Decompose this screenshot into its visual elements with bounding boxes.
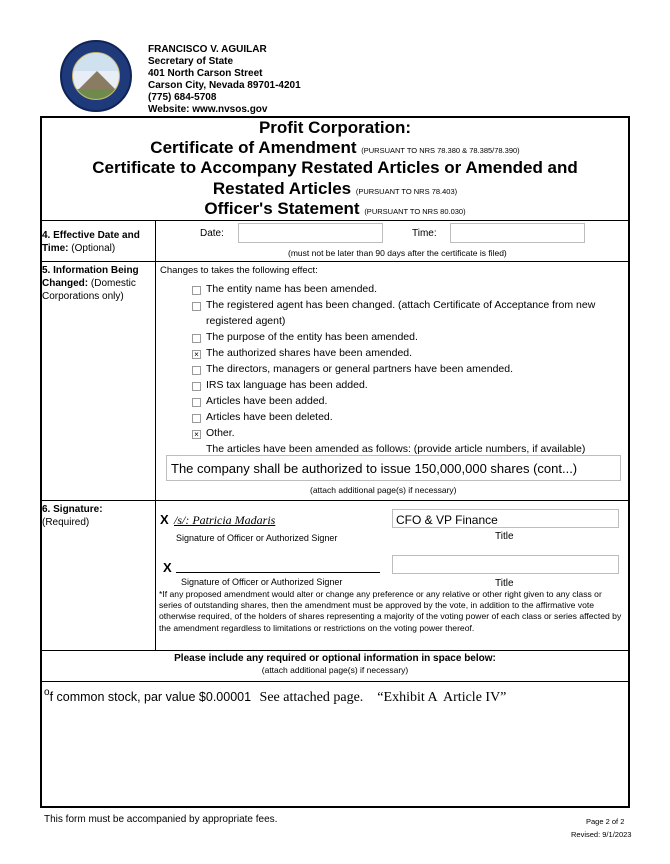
time-label: Time: — [412, 228, 437, 239]
title1-value: CFO & VP Finance — [396, 513, 498, 527]
change-option-checkbox[interactable] — [192, 286, 201, 295]
amended-intro: The articles have been amended as follows: (provide article numbers, if available) — [206, 443, 586, 455]
change-option-label: Other. — [206, 427, 235, 439]
title-nrs-note-2: (PURSUANT TO NRS 78.403) — [355, 187, 458, 196]
additional-info-note: (attach additional page(s) if necessary) — [261, 665, 409, 675]
secretary-of-state-address — [148, 44, 301, 116]
section4-heading — [42, 229, 152, 255]
sos-website: Website: www.nvsos.gov — [148, 104, 268, 115]
title2-field[interactable] — [392, 555, 619, 574]
sos-street: 401 North Carson Street — [148, 68, 263, 79]
signature1-value[interactable]: /s/: Patricia Madaris — [174, 513, 276, 527]
title-certificate-of-amendment: Certificate of Amendment — [150, 138, 357, 157]
seal-ground — [73, 89, 119, 99]
form-title-line2 — [42, 138, 628, 158]
nevada-state-seal-icon — [60, 40, 132, 112]
section6-required: (Required) — [42, 517, 90, 528]
checkbox-check-mark-icon: × — [194, 350, 199, 359]
sos-name: FRANCISCO V. AGUILAR — [148, 44, 267, 55]
divider-section5 — [40, 500, 630, 501]
amendment-text-field[interactable] — [166, 455, 621, 481]
change-option-checkbox[interactable] — [192, 302, 201, 311]
change-option-label-continued: registered agent) — [206, 315, 286, 327]
form-title-line4 — [42, 179, 628, 199]
change-option-label: The authorized shares have been amended. — [206, 347, 413, 359]
checkbox-check-mark-icon: × — [194, 430, 199, 439]
section6-heading — [42, 503, 152, 529]
sos-office: Secretary of State — [148, 56, 234, 67]
form-title-line5 — [42, 199, 628, 219]
title1-caption: Title — [495, 531, 514, 542]
signature1-caption: Signature of Officer or Authorized Signer — [176, 533, 338, 543]
signature2-line[interactable] — [176, 572, 380, 573]
change-option-checkbox[interactable] — [192, 398, 201, 407]
sos-city: Carson City, Nevada 89701-4201 — [148, 80, 301, 91]
change-option-label: The registered agent has been changed. (attach Certificate of Acceptance from new — [206, 299, 596, 311]
divider-section4 — [40, 261, 630, 262]
date-label: Date: — [200, 228, 224, 239]
change-option-checkbox[interactable] — [192, 414, 201, 423]
change-option-label: The directors, managers or general partners have been amended. — [206, 363, 514, 375]
title1-field[interactable] — [392, 509, 619, 528]
page-number: Page 2 of 2 — [586, 817, 625, 826]
divider-section6 — [40, 650, 630, 651]
title-nrs-note-3: (PURSUANT TO NRS 80.030) — [364, 207, 466, 216]
section4-optional: (Optional) — [71, 243, 116, 254]
additional-text-exhibit: See attached page. “Exhibit A Article IV” — [259, 690, 507, 705]
changes-intro: Changes to takes the following effect: — [160, 265, 318, 276]
seal-landscape — [72, 52, 120, 100]
section5-attach-note: (attach additional page(s) if necessary) — [310, 485, 457, 495]
amendment-text: The company shall be authorized to issue 150,000,000 shares (cont...) — [171, 461, 578, 476]
additional-text-superscript: o — [44, 687, 50, 698]
change-option-label: The purpose of the entity has been amended. — [206, 331, 418, 343]
additional-info-text[interactable] — [44, 687, 506, 706]
form-title-line3: Certificate to Accompany Restated Articles or Amended and — [92, 158, 578, 177]
section5-title: 5. Information Being — [42, 265, 139, 276]
divider-additional — [40, 681, 630, 682]
date-field[interactable] — [238, 223, 383, 243]
section5-note: (Domestic — [90, 278, 136, 289]
change-option-label: Articles have been added. — [206, 395, 328, 407]
revised-date: Revised: 9/1/2023 — [571, 830, 632, 839]
form-title-line1: Profit Corporation: — [258, 118, 412, 137]
title-restated-articles: Restated Articles — [212, 179, 352, 198]
change-option-checkbox[interactable] — [192, 430, 201, 439]
change-option-label: The entity name has been amended. — [206, 283, 378, 295]
section4-title: 4. Effective Date and — [42, 230, 140, 241]
signature2-caption: Signature of Officer or Authorized Signer — [181, 577, 343, 587]
section5-title-2: Changed: — [42, 278, 89, 289]
title2-caption: Title — [495, 578, 514, 589]
title-nrs-note-1: (PURSUANT TO NRS 78.380 & 78.385/78.390) — [361, 146, 520, 155]
change-option-checkbox[interactable] — [192, 350, 201, 359]
additional-text-main: f common stock, par value $0.00001 — [49, 690, 252, 704]
change-option-label: Articles have been deleted. — [206, 411, 333, 423]
sos-phone: (775) 684-5708 — [148, 92, 217, 103]
title-officers-statement: Officer's Statement — [204, 199, 360, 218]
signature1-x-mark: X — [160, 512, 169, 527]
section6-title: 6. Signature: — [42, 504, 103, 515]
change-option-checkbox[interactable] — [192, 366, 201, 375]
change-option-checkbox[interactable] — [192, 382, 201, 391]
vote-disclaimer: *If any proposed amendment would alter or change any preference or any relative or other right given to any class or series of outstanding shares, then the amendment must be approved by the vote, in addition to the affirmative vote otherwise required, of the holders of shares representing a majority of the voting power of each class or series affected by the amendment regardless to limitations or restrictions on the voting power thereof. — [159, 589, 622, 633]
date-limit-note: (must not be later than 90 days after the certificate is filed) — [288, 248, 507, 258]
time-field[interactable] — [450, 223, 585, 243]
section4-title-2: Time: — [42, 243, 69, 254]
change-option-checkbox[interactable] — [192, 334, 201, 343]
seal-sky — [73, 53, 119, 71]
fees-notice: This form must be accompanied by appropriate fees. — [44, 814, 278, 825]
divider-title — [40, 220, 630, 221]
label-column-divider — [155, 221, 156, 651]
signature2-x-mark: X — [163, 560, 172, 575]
additional-info-heading: Please include any required or optional information in space below: — [174, 653, 496, 664]
section5-heading — [42, 264, 154, 303]
change-option-label: IRS tax language has been added. — [206, 379, 368, 391]
section5-note-2: Corporations only) — [42, 291, 124, 302]
